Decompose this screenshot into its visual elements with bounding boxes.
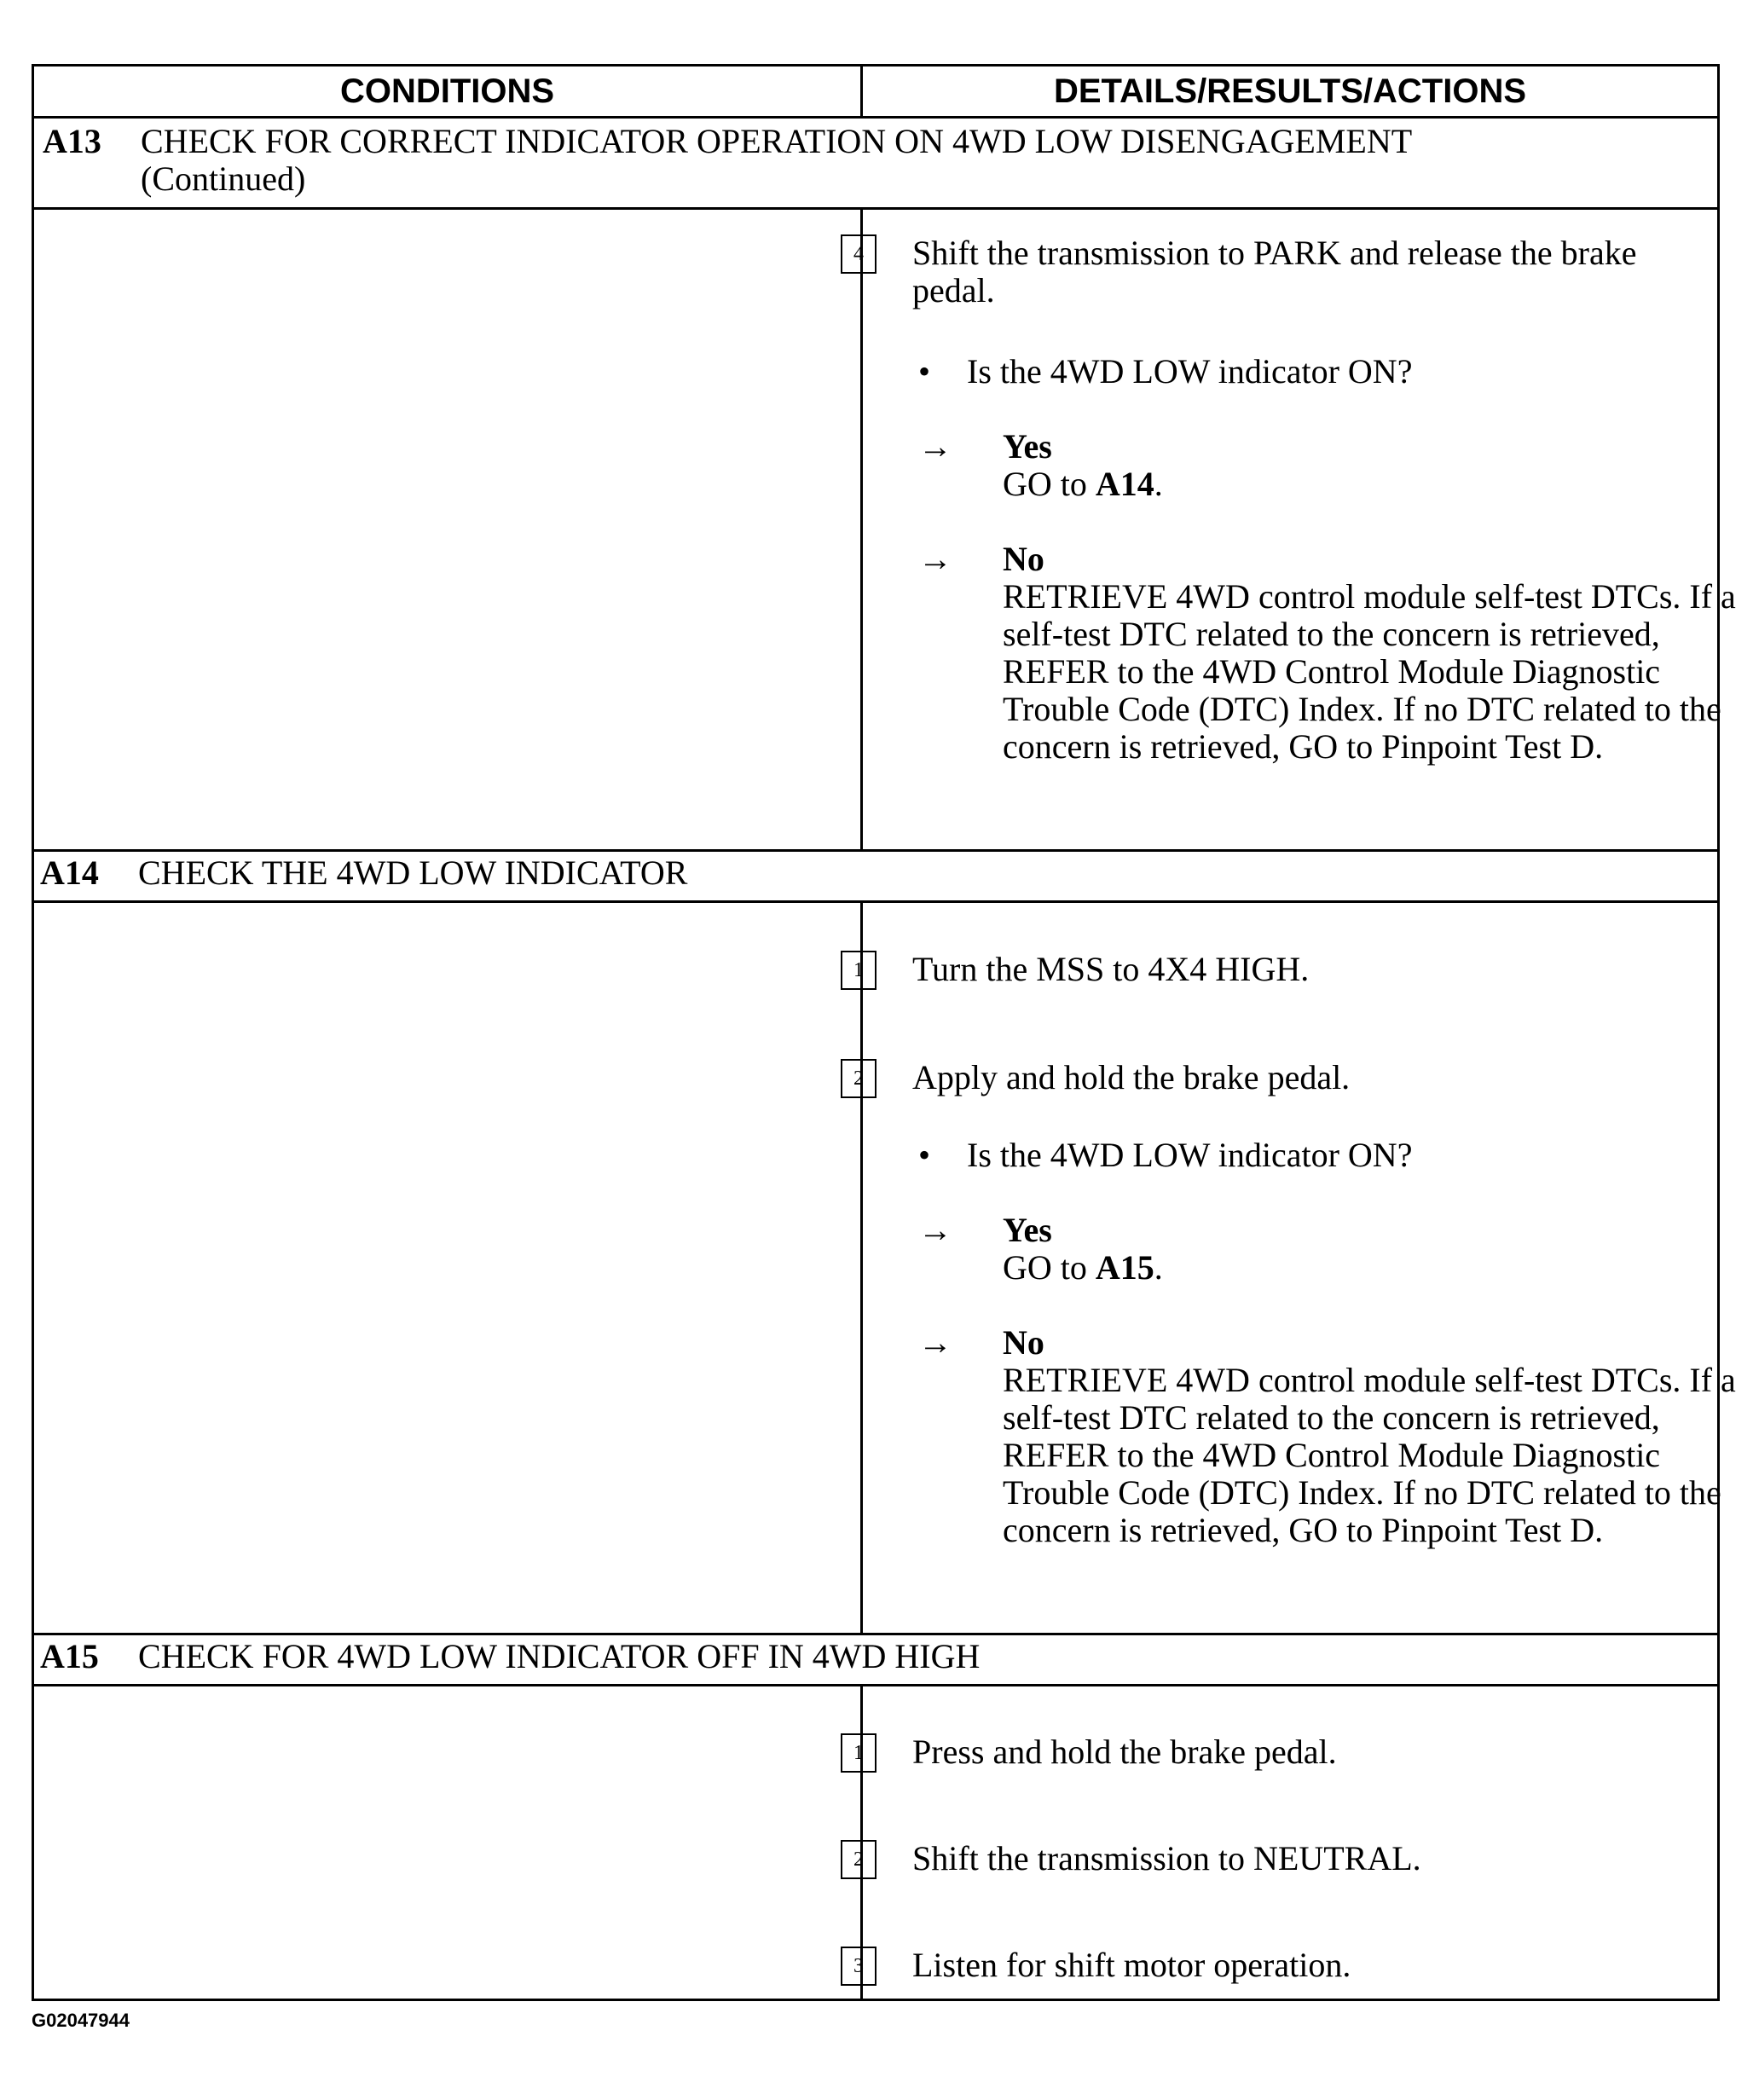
no-text: RETRIEVE 4WD control module self-test DTCs. If a self-test DTC related to the concern is retrieved, REFER to the 4WD Control Module Diagnostic Trouble Code (DTC) Index. If no DTC related to the concern is retrieved, GO to Pinpoint Test D. bbox=[1003, 577, 1736, 766]
a13-id: A13 bbox=[43, 122, 101, 160]
arrow-right-icon: → bbox=[918, 1211, 952, 1249]
step-text: Turn the MSS to 4X4 HIGH. bbox=[912, 950, 1310, 988]
a13-title-divider bbox=[34, 207, 1717, 210]
yes-text-end: . bbox=[1154, 1248, 1163, 1287]
column-header-conditions: CONDITIONS bbox=[339, 72, 555, 110]
step-number-box: 4 bbox=[841, 234, 876, 274]
bullet-icon: • bbox=[918, 1136, 931, 1174]
question-text: Is the 4WD LOW indicator ON? bbox=[967, 352, 1413, 390]
step-number-box: 2 bbox=[841, 1840, 876, 1879]
a15-title: CHECK FOR 4WD LOW INDICATOR OFF IN 4WD HIGH bbox=[138, 1637, 981, 1675]
step-number-box: 1 bbox=[841, 951, 876, 990]
yes-text: GO to bbox=[1003, 1248, 1096, 1287]
a13-title-line2: (Continued) bbox=[141, 159, 306, 198]
step-text: Apply and hold the brake pedal. bbox=[912, 1058, 1351, 1096]
yes-text: GO to bbox=[1003, 465, 1096, 503]
step-text: Shift the transmission to NEUTRAL. bbox=[912, 1839, 1421, 1877]
arrow-right-icon: → bbox=[918, 427, 952, 466]
header-divider bbox=[34, 116, 1717, 119]
figure-id: G02047944 bbox=[32, 2010, 130, 2031]
a15-top-divider bbox=[34, 1633, 1717, 1635]
no-label: No bbox=[1003, 1323, 1044, 1362]
column-divider bbox=[860, 207, 863, 849]
yes-target-link[interactable]: A14 bbox=[1095, 465, 1154, 503]
yes-target-link[interactable]: A15 bbox=[1095, 1248, 1154, 1287]
step-text: Press and hold the brake pedal. bbox=[912, 1733, 1337, 1771]
yes-label: Yes bbox=[1003, 427, 1052, 466]
diagnostic-table bbox=[32, 64, 1720, 2001]
step-number-box: 3 bbox=[841, 1947, 876, 1986]
a14-id: A14 bbox=[40, 853, 99, 892]
yes-text-end: . bbox=[1154, 465, 1163, 503]
column-divider bbox=[860, 900, 863, 1633]
step-number-box: 1 bbox=[841, 1733, 876, 1773]
a13-title-line1: CHECK FOR CORRECT INDICATOR OPERATION ON 4WD LOW DISENGAGEMENT bbox=[141, 122, 1413, 160]
bullet-icon: • bbox=[918, 352, 931, 390]
step-number-box: 2 bbox=[841, 1059, 876, 1098]
a15-id: A15 bbox=[40, 1637, 99, 1675]
step-text: Shift the transmission to PARK and release the brake pedal. bbox=[912, 234, 1637, 310]
a14-title: CHECK THE 4WD LOW INDICATOR bbox=[138, 853, 688, 892]
column-header-details: DETAILS/RESULTS/ACTIONS bbox=[1053, 72, 1527, 110]
no-label: No bbox=[1003, 540, 1044, 578]
a15-title-divider bbox=[34, 1684, 1717, 1686]
a14-title-divider bbox=[34, 900, 1717, 903]
arrow-right-icon: → bbox=[918, 1323, 952, 1362]
question-text: Is the 4WD LOW indicator ON? bbox=[967, 1136, 1413, 1174]
column-divider bbox=[860, 67, 863, 116]
arrow-right-icon: → bbox=[918, 540, 952, 578]
no-text: RETRIEVE 4WD control module self-test DTCs. If a self-test DTC related to the concern is retrieved, REFER to the 4WD Control Module Diagnostic Trouble Code (DTC) Index. If no DTC related to the concern is retrieved, GO to Pinpoint Test D. bbox=[1003, 1361, 1736, 1549]
step-text: Listen for shift motor operation. bbox=[912, 1946, 1351, 1984]
a14-top-divider bbox=[34, 849, 1717, 852]
yes-label: Yes bbox=[1003, 1211, 1052, 1249]
